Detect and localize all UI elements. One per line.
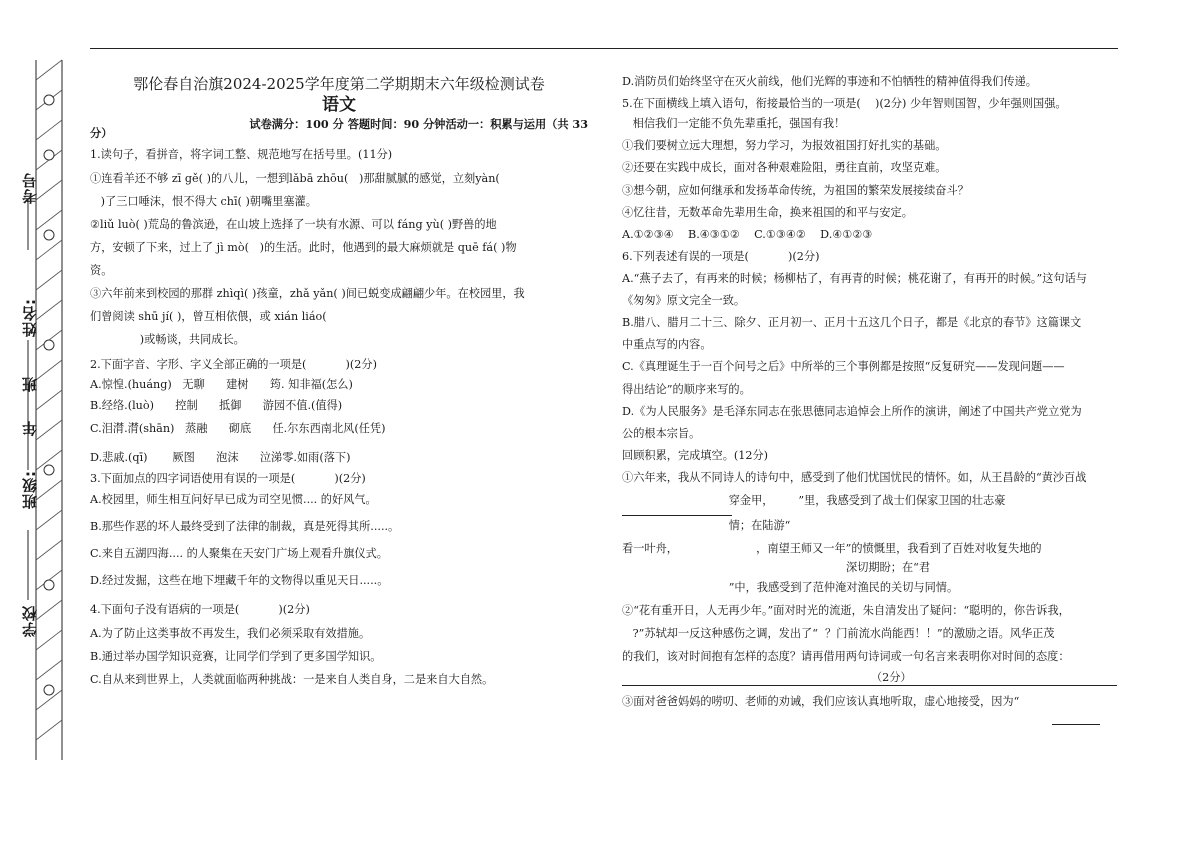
question-line: 中重点写的内容。: [622, 338, 712, 352]
question-line: C.来自五湖四海.... 的人聚集在天安门广场上观看升旗仪式。: [90, 547, 388, 561]
class-char-label: 班: [21, 376, 39, 392]
exam-title: 鄂伦春自治旗2024-2025学年度第二学期期末六年级检测试卷: [133, 75, 545, 93]
question-line: ③面对爸爸妈妈的唠叨、老师的劝诫，我们应该认真地听取，虚心地接受，因为“: [622, 695, 1020, 709]
question-line: A.“燕子去了，有再来的时候；杨柳枯了，有再青的时候；桃花谢了，有再开的时候。”这句话与: [622, 271, 1087, 285]
question-line: B.腊八、腊月二十三、除夕、正月初一、正月十五这几个日子，都是《北京的春节》这篇课文: [622, 316, 1082, 330]
question-line: ③六年前来到校园的那群 zhìqì( )孩童，zhǎ yǎn( )间已蜕变成翩翩少年。在校园里，我: [90, 287, 525, 301]
question-line: B.那些作恶的坏人最终受到了法律的制裁，真是死得其所.....。: [90, 520, 400, 534]
binding-margin: [0, 0, 88, 848]
question-line: 的我们，该对时间抱有怎样的态度？请再借用两句诗词或一句名言来表明你对时间的态度：: [622, 649, 1070, 663]
question-line: 方，安顿了下来，过上了 jì mò( )的生活。此时，他遇到的最大麻烦就是 quē fá( )物: [90, 240, 517, 254]
question-line: ②还要在实践中成长，面对各种艰难险阻，勇往直前，攻坚克难。: [622, 161, 947, 175]
question-line: ”中，我感受到了范仲淹对渔民的关切与同情。: [622, 580, 959, 594]
question-line: ③想今朝，应如何继承和发扬革命传统，为祖国的繁荣发展接续奋斗？: [622, 183, 969, 197]
exam-info: 试卷满分：100 分 答题时间：90 分钟活动一：积累与运用（共 33: [249, 117, 588, 132]
name-label: 姓名:: [21, 298, 39, 337]
question-line: 3.下面加点的四字词语使用有误的一项是( )(2分): [90, 471, 366, 485]
question-line: 2.下面字音、字形、字义全部正确的一项是( )(2分): [90, 358, 377, 372]
question-line: B.通过举办国学知识竞赛，让同学们学到了更多国学知识。: [90, 649, 382, 663]
question-line: 深切期盼；在“君: [622, 561, 931, 575]
question-line: 穿金甲， ”里，我感受到了战士们保家卫国的壮志豪: [622, 494, 1006, 508]
question-line: 公的根本宗旨。: [622, 426, 701, 440]
question-line: A.惊惶.(huáng) 无聊 建树 筠. 知非福(怎么): [90, 377, 353, 391]
question-line: ①六年来，我从不同诗人的诗句中，感受到了他们忧国忧民的情怀。如，从王昌龄的“黄沙百战: [622, 470, 1087, 484]
question-line: D.悲戚.(qī) 厥图 泡沫 泣涕零.如雨(落下): [90, 450, 351, 464]
left-column: [90, 74, 588, 687]
question-line: A.①②③④ B.④③①② C.①③④② D.④①②③: [622, 227, 873, 241]
question-line: C.《真理诞生于一百个问号之后》中所举的三个事例都是按照“反复研究——发现问题——: [622, 360, 1065, 374]
question-line: A.校园里，师生相互问好早已成为司空见惯.... 的好风气。: [90, 493, 377, 507]
grade-char-label: 年: [21, 420, 39, 436]
question-line: 相信我们一定能不负先辈重托，强国有我！: [622, 117, 846, 131]
question-line: 6.下列表述有误的一项是( )(2分): [622, 249, 820, 263]
answer-line[interactable]: [1052, 723, 1100, 725]
class-label: 班级:: [21, 470, 39, 509]
exam-info-cont: 分）: [90, 126, 113, 141]
question-line: 1.读句子，看拼音，将字词工整、规范地写在括号里。(11分): [90, 148, 393, 162]
exam-number-label: 考号: [21, 172, 39, 204]
question-line: 们曾阅读 shū jí( )，曾互相依偎，或 xián liáo(: [90, 310, 327, 324]
question-line: （2分）: [622, 670, 1117, 686]
question-line: ?”苏轼却一反这种感伤之调，发出了“ ？门前流水尚能西！！”的激励之语。风华正茂: [622, 626, 1055, 640]
question-line: ①连看羊还不够 zī gě( )的八儿，一想到lǎbā zhōu( )那甜腻腻的感觉，立刻yàn(: [90, 171, 500, 185]
right-column: [622, 74, 1117, 727]
question-line: )了三口唾沫，恨不得大 chī( )朝嘴里塞灌。: [90, 194, 317, 208]
question-line: 资。: [90, 263, 113, 277]
question-line: C.自从来到世界上，人类就面临两种挑战：一是来自人类自身，二是来自大自然。: [90, 672, 494, 686]
question-line: ①我们要树立远大理想，努力学习，为报效祖国打好扎实的基础。: [622, 139, 947, 153]
question-line: 4.下面句子没有语病的一项是( )(2分): [90, 603, 310, 617]
question-line: ②liǔ luò( )荒岛的鲁滨逊，在山坡上选择了一块有水源、可以 fáng yù( )野兽的地: [90, 217, 497, 231]
question-line: ②“花有重开日，人无再少年。”面对时光的流逝，朱自清发出了疑问：“聪明的，你告诉我，: [622, 603, 1070, 617]
question-line: 《匆匆》原文完全一致。: [622, 294, 746, 308]
question-line: D.消防员们始终坚守在灭火前线，他们光辉的事迹和不怕牺牲的精神值得我们传递。: [622, 75, 1037, 88]
question-line: C.泪潸.潸(shān) 蒸融 砌底 任.尔东西南北风(任凭): [90, 421, 386, 435]
question-line: B.经络.(luò) 控制 抵御 游园不值.(值得): [90, 398, 343, 412]
school-label: 学校: [21, 605, 39, 637]
question-line: A.为了防止这类事故不再发生，我们必须采取有效措施。: [90, 626, 371, 640]
question-line: 5.在下面横线上填入语句，衔接最恰当的一项是( )(2分) 少年智则国智，少年强则国强。: [622, 97, 1067, 111]
question-line: 得出结论”的顺序来写的。: [622, 382, 751, 396]
question-line: 回顾积累，完成填空。(12分): [622, 448, 769, 462]
question-line: 看一叶舟， ，南望王师又一年”的愤慨里，我看到了百姓对收复失地的: [622, 542, 1042, 556]
answer-line[interactable]: [622, 514, 732, 516]
question-line: ④忆往昔，无数革命先辈用生命，换来祖国的和平与安定。: [622, 205, 913, 219]
question-line: )或畅谈，共同成长。: [90, 333, 245, 347]
binding-line-art: [0, 0, 88, 848]
header-rule: [90, 48, 1118, 49]
question-line: 情；在陆游“: [622, 519, 791, 533]
subject-heading: 语文: [322, 95, 356, 116]
question-line: D.《为人民服务》是毛泽东同志在张思德同志追悼会上所作的演讲，阐述了中国共产党立党为: [622, 404, 1082, 418]
question-line: D.经过发掘，这些在地下埋藏千年的文物得以重见天日.....。: [90, 574, 389, 588]
